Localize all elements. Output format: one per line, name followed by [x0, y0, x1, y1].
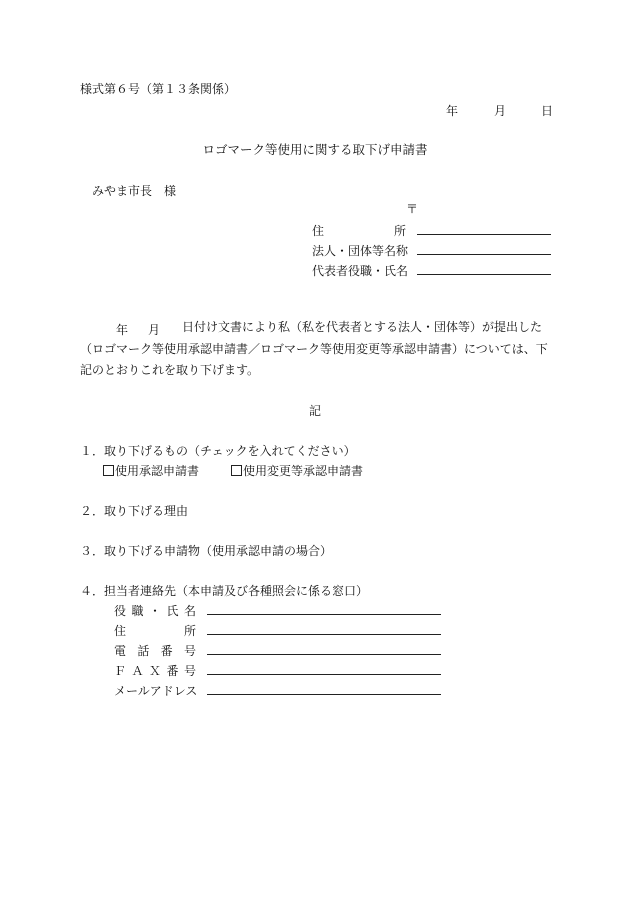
addressee: みやま市長 様: [92, 184, 177, 198]
option-change-approval[interactable]: 使用変更等承認申請書: [231, 462, 363, 479]
contact-address-line[interactable]: [207, 634, 441, 635]
contact-position-name-label: 役 職 ・ 氏 名: [114, 604, 196, 618]
form-number: 様式第６号（第１３条関係）: [80, 82, 237, 96]
applicant-rep-label: 代表者役職・氏名: [312, 264, 409, 278]
applicant-address-label: 住 所: [312, 224, 406, 238]
body-paragraph: 日付け文書により私（私を代表者とする法人・団体等）が提出した（ロゴマーク等使用承認申請書／ロゴマーク等使用変更等承認申請書）については、下記のとおりこれを取り下げます。: [80, 320, 548, 377]
contact-phone-label: 電 話 番 号: [114, 644, 196, 658]
document-title: ロゴマーク等使用に関する取下げ申請書: [202, 142, 428, 157]
contact-email-line[interactable]: [207, 694, 441, 695]
ki-heading: 記: [308, 404, 321, 418]
applicant-org-line[interactable]: [417, 254, 551, 255]
applicant-rep-line[interactable]: [417, 274, 551, 275]
date-day-label: 日: [541, 104, 554, 118]
checkbox-icon[interactable]: [103, 465, 114, 476]
contact-fax-line[interactable]: [207, 674, 441, 675]
date-year-label: 年: [446, 104, 459, 118]
date-month-label: 月: [494, 104, 507, 118]
checkbox-icon[interactable]: [231, 465, 242, 476]
applicant-address-line[interactable]: [417, 234, 551, 235]
contact-phone-line[interactable]: [207, 654, 441, 655]
contact-position-name-line[interactable]: [207, 614, 441, 615]
applicant-org-label: 法人・団体等名称: [312, 244, 409, 258]
contact-email-label: メールアドレス: [114, 684, 198, 698]
contact-fax-label: Ｆ Ａ Ｘ 番 号: [114, 664, 196, 678]
body-month-label: 月: [148, 323, 161, 337]
item-4-heading: ４．担当者連絡先（本申請及び各種照会に係る窓口）: [80, 584, 369, 598]
postal-mark: 〒: [406, 202, 419, 216]
item-1-heading: １．取り下げるもの（チェックを入れてください）: [80, 444, 356, 458]
option-use-approval[interactable]: 使用承認申請書: [103, 462, 199, 479]
item-2-heading: ２．取り下げる理由: [80, 504, 189, 518]
body-year-label: 年: [116, 323, 129, 337]
contact-address-label: 住 所: [114, 624, 196, 638]
item-3-heading: ３．取り下げる申請物（使用承認申請の場合）: [80, 544, 333, 558]
